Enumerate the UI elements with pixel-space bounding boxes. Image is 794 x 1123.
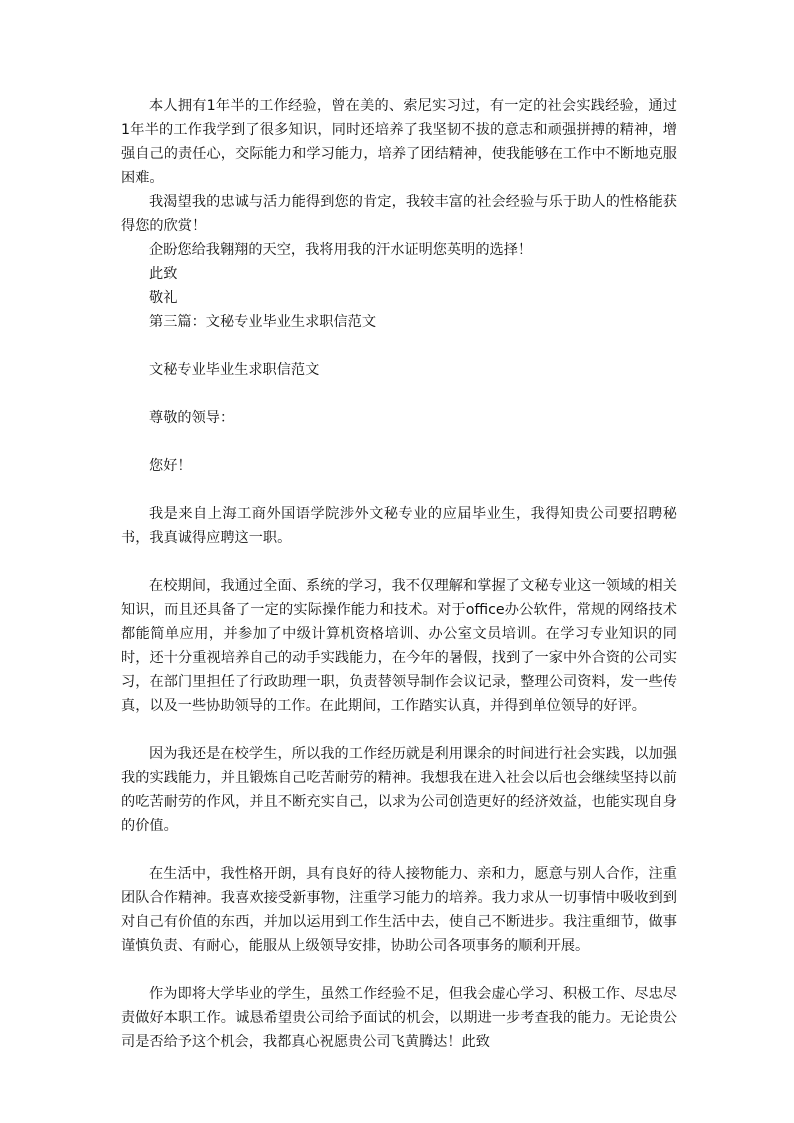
document-page bbox=[121, 94, 677, 1054]
letter2-paragraph-3: 因为我还是在校学生，所以我的工作经历就是利用课余的时间进行社会实践，以加强我的实践能力，并且锻炼自己吃苦耐劳的精神。我想我在进入社会以后也会继续坚持以前的吃苦耐劳的作风，并且不断充实自己，以求为公司创造更好的经济效益，也能实现自身的价值。 bbox=[121, 746, 677, 834]
section-heading: 第三篇：文秘专业毕业生求职信范文 bbox=[149, 314, 377, 330]
letter2-paragraph-1: 我是来自上海工商外国语学院涉外文秘专业的应届毕业生，我得知贵公司要招聘秘书，我真诚得应聘这一职。 bbox=[121, 506, 677, 546]
letter1-paragraph-3: 企盼您给我翱翔的天空，我将用我的汗水证明您英明的选择！ bbox=[149, 242, 533, 258]
letter1-paragraph-2: 我渴望我的忠诚与活力能得到您的肯定，我较丰富的社会经验与乐于助人的性格能获得您的欣赏！ bbox=[121, 194, 677, 234]
letter1-closing-2: 敬礼 bbox=[149, 290, 178, 306]
letter2-greeting: 您好！ bbox=[149, 458, 192, 474]
letter1-closing-1: 此致 bbox=[149, 266, 178, 282]
letter1-paragraph-1: 本人拥有1年半的工作经验，曾在美的、索尼实习过，有一定的社会实践经验，通过1年半的工作我学到了很多知识，同时还培养了我坚韧不拔的意志和顽强拼搏的精神，增强自己的责任心，交际能力和学习能力，培养了团结精神，使我能够在工作中不断地克服困难。 bbox=[121, 98, 677, 186]
letter2-paragraph-2: 在校期间，我通过全面、系统的学习，我不仅理解和掌握了文秘专业这一领域的相关知识，而且还具备了一定的实际操作能力和技术。对于office办公软件，常规的网络技术都能简单应用，并参加了中级计算机资格培训、办公室文员培训。在学习专业知识的同时，还十分重视培养自己的动手实践能力，在今年的暑假，找到了一家中外合资的公司实习，在部门里担任了行政助理一职，负责替领导制作会议记录，整理公司资料，发一些传真，以及一些协助领导的工作。在此期间，工作踏实认真，并得到单位领导的好评。 bbox=[121, 578, 677, 714]
letter2-paragraph-5: 作为即将大学毕业的学生，虽然工作经验不足，但我会虚心学习、积极工作、尽忠尽责做好本职工作。诚恳希望贵公司给予面试的机会，以期进一步考查我的能力。无论贵公司是否给予这个机会，我都真心祝愿贵公司飞黄腾达！此致 bbox=[121, 986, 677, 1050]
letter2-paragraph-4: 在生活中，我性格开朗，具有良好的待人接物能力、亲和力，愿意与别人合作，注重团队合作精神。我喜欢接受新事物，注重学习能力的培养。我力求从一切事情中吸收到到对自己有价值的东西，并加以运用到工作生活中去，使自己不断进步。我注重细节，做事谨慎负责、有耐心，能服从上级领导安排，协助公司各项事务的顺利开展。 bbox=[121, 866, 677, 954]
letter2-salutation: 尊敬的领导： bbox=[149, 410, 235, 426]
letter2-title: 文秘专业毕业生求职信范文 bbox=[149, 362, 320, 378]
